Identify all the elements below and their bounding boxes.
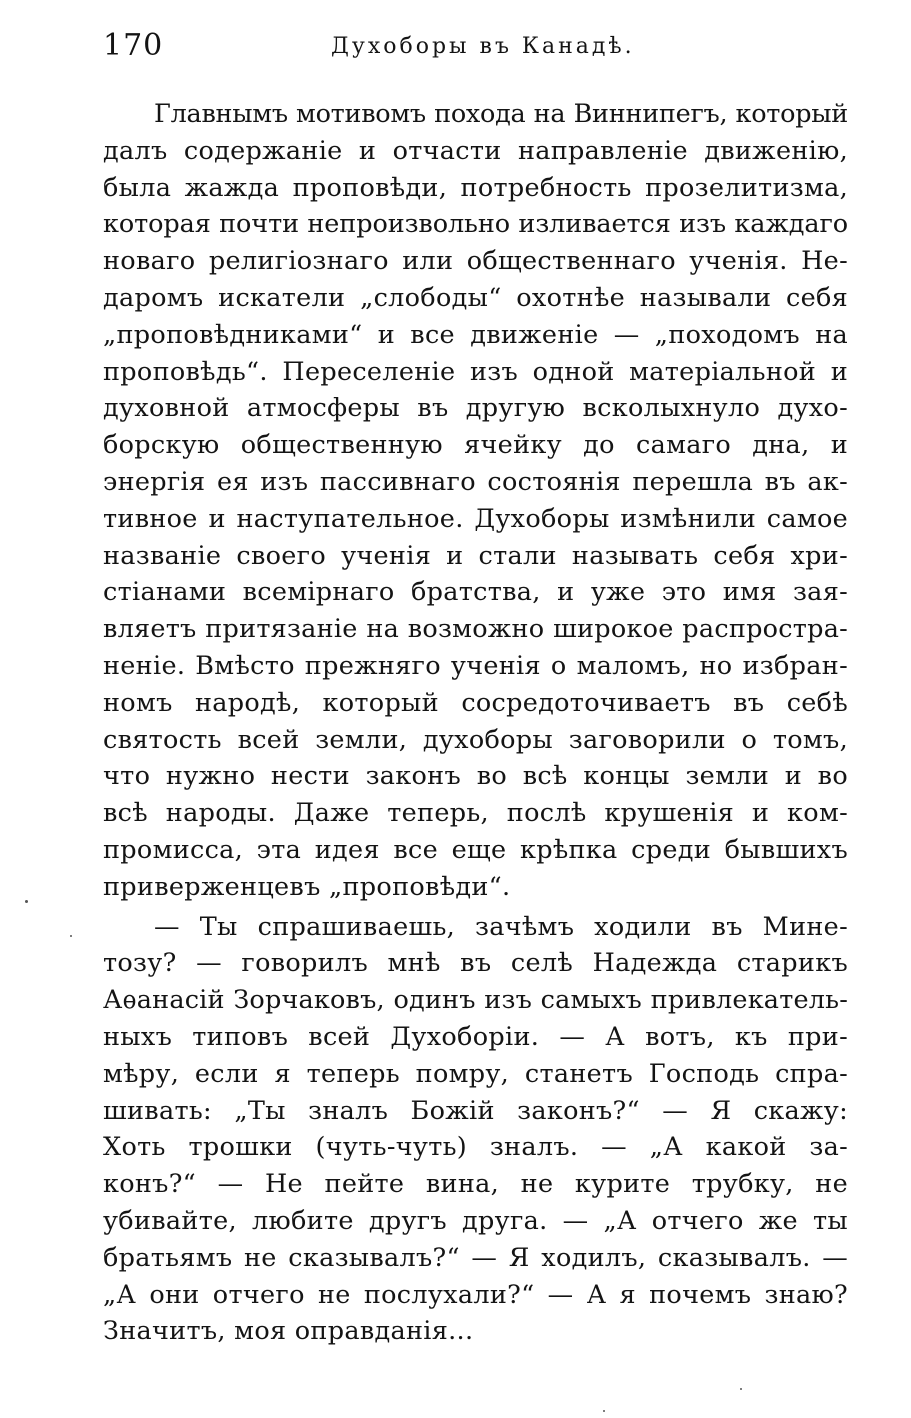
page-number: 170 <box>103 28 164 63</box>
text-line: которая почти непроизвольно изливается изъ каждаго <box>103 209 848 240</box>
text-line: святость всей земли, духоборы заговорили о томъ, <box>103 724 848 755</box>
text-line: даромъ искатели „слободы“ охотнѣе называли себя <box>103 282 848 313</box>
text-line: неніе. Вмѣсто прежняго ученія о маломъ, но избран- <box>103 650 848 681</box>
text-line: стіанами всемірнаго братства, и уже это имя зая- <box>103 577 848 608</box>
text-line: шивать: „Ты зналъ Божій законъ?“ — Я скажу: <box>103 1095 848 1126</box>
text-line: „проповѣдниками“ и все движеніе — „походомъ на <box>103 319 848 350</box>
text-line: „А они отчего не послухали?“ — А я почемъ знаю? <box>103 1279 848 1310</box>
text-line: проповѣдь“. Переселеніе изъ одной матеріальной и <box>103 356 848 387</box>
text-line: духовной атмосферы въ другую всколыхнуло духо- <box>103 393 848 424</box>
paragraph <box>103 96 848 906</box>
text-line: названіе своего ученія и стали называть себя хри- <box>103 540 848 571</box>
text-line: мѣру, если я теперь помру, станетъ Господь спра- <box>103 1058 848 1089</box>
paper-speck <box>740 1388 742 1390</box>
page-header <box>103 22 848 74</box>
paper-speck <box>70 935 72 937</box>
text-line: номъ народѣ, который сосредоточиваетъ въ себѣ <box>103 687 848 718</box>
paragraph <box>103 909 848 1351</box>
text-line: Главнымъ мотивомъ похода на Виннипегъ, который <box>154 99 848 129</box>
text-line: тозу? — говорилъ мнѣ въ селѣ Надежда старикъ <box>103 948 848 979</box>
paper-speck <box>25 900 28 903</box>
paper-speck <box>603 1410 605 1412</box>
text-line: братьямъ не сказывалъ?“ — Я ходилъ, сказывалъ. — <box>103 1242 848 1273</box>
text-line: далъ содержаніе и отчасти направленіе движенію, <box>103 135 848 166</box>
text-line: убивайте, любите другъ друга. — „А отчего же ты <box>103 1205 848 1236</box>
text-line: тивное и наступательное. Духоборы измѣнили самое <box>103 503 848 534</box>
running-title: Духоборы въ Канадѣ. <box>331 34 635 59</box>
text-line: всѣ народы. Даже теперь, послѣ крушенія и ком- <box>103 798 848 829</box>
body-text <box>103 96 848 1350</box>
text-line: ныхъ типовъ всей Духоборіи. — А вотъ, къ при- <box>103 1021 848 1052</box>
text-line: вляетъ притязаніе на возможно широкое распростра- <box>103 614 848 645</box>
text-line: борскую общественную ячейку до самаго дна, и <box>103 430 848 461</box>
text-line: Аѳанасій Зорчаковъ, одинъ изъ самыхъ привлекатель- <box>103 985 848 1016</box>
text-line: что нужно нести законъ во всѣ концы земли и во <box>103 761 848 792</box>
text-line: — Ты спрашиваешь, зачѣмъ ходили въ Мине- <box>154 911 848 942</box>
text-line: Хоть трошки (чуть-чуть) зналъ. — „А какой за- <box>103 1132 848 1163</box>
text-line: промисса, эта идея все еще крѣпка среди бывшихъ <box>103 834 848 865</box>
text-line: конъ?“ — Не пейте вина, не курите трубку, не <box>103 1169 848 1200</box>
text-line: была жажда проповѣди, потребность прозелитизма, <box>103 172 848 203</box>
text-line: приверженцевъ „проповѣди“. <box>103 871 511 902</box>
text-line: энергія ея изъ пассивнаго состоянія перешла въ ак- <box>103 466 848 497</box>
text-line: новаго религіознаго или общественнаго ученія. Не- <box>103 246 848 277</box>
text-line: Значитъ, моя оправданія... <box>103 1316 474 1347</box>
